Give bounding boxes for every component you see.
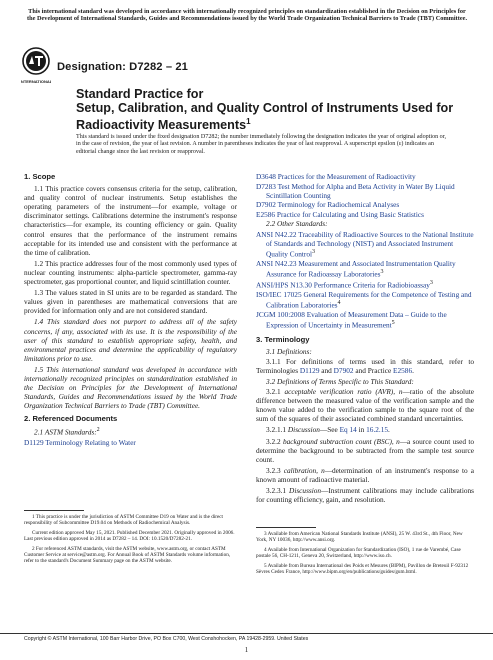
ref-item[interactable]: [256, 200, 474, 209]
term-3-2-3: 3.2.3 calibration, n—determination of an instrument's response to a known amount of radioactive material.: [256, 465, 475, 484]
other-standards-label: 2.2 Other Standards:: [266, 219, 328, 229]
footnote-3: 3 Available from American National Standards Institute (ANSI), 25 W. 43rd St., 4th Floor, New York, NY 10036, http://www.ansi.org.: [256, 531, 463, 544]
section-scope-heading: 1. Scope: [24, 172, 56, 181]
ref-item[interactable]: [256, 290, 474, 310]
scope-1-1: 1.1 This practice covers consensus criteria for the setup, calibration, and quality control of nuclear instruments. Setup establishes the operating parameters of the instrument—for example, voltage or discriminator settings. Calibrations determine the instrument's response characteristics—for example, its counting efficiency or gain. Quality control ensures that the performance of the instrument remains acceptable for its intended use and consistent with the performance at the time of calibration.: [24, 184, 237, 257]
link-eq-14[interactable]: Eq 14: [339, 425, 357, 435]
scope-1-2: 1.2 This practice addresses four of the most commonly used types of nuclear counting instruments: alpha-particle spectrometer, gamma-ray spectrometer, gas proportional counter, and liquid scintillation counter.: [24, 258, 237, 287]
term-3-2: 3.2 Definitions of Terms Specific to This Standard:: [266, 376, 414, 386]
ref-title[interactable]: Practice for Calculating and Using Basic Statistics: [276, 209, 425, 219]
right-column: [256, 172, 474, 506]
ref-code[interactable]: ISO/IEC 17025: [256, 289, 302, 299]
footnote-1b: Current edition approved May 15, 2021. Published December 2021. Originally approved in 2006. Last previous edition approved in 2014 as D7282 – 14. DOI: 10.1520/D7282-21.: [24, 529, 235, 543]
section-terminology-heading: 3. Terminology: [256, 334, 310, 344]
ref-title[interactable]: Practices for the Measurement of Radioactivity: [277, 172, 416, 181]
scope-1-5: 1.5 This international standard was developed in accordance with internationally recognized principles on standardization established in the Decision on Principles for the Development of International Standards, Guides and Recommendations issued by the World Trade Organization Technical Barriers to Trade (TBT) Committee.: [24, 364, 237, 411]
title-line-2: Setup, Calibration, and Quality Control of Instruments Used for Radioactivity Measurements$^1$: [76, 101, 454, 133]
ref-title[interactable]: Measurement and Associated Instrumentation Quality Assurance for Radioassay Laboratories: [266, 258, 456, 279]
term-3-1: 3.1 Definitions:: [266, 346, 312, 356]
other-standards-list: [256, 230, 474, 330]
link-d1129[interactable]: D1129: [299, 365, 320, 375]
document-title: [76, 87, 466, 133]
ref-item[interactable]: [256, 259, 474, 279]
ref-footnote-marker: 3: [380, 268, 384, 275]
ref-footnote-marker: 3: [429, 279, 433, 286]
left-column: [24, 172, 237, 448]
astm-standards-list: [256, 172, 474, 219]
ref-code[interactable]: E2586: [256, 209, 276, 219]
term-3-2-1-1: 3.2.1.1 Discussion—See Eq 14 in 16.2.15.: [266, 425, 390, 435]
ref-item[interactable]: [256, 182, 474, 200]
ref-item[interactable]: [256, 230, 474, 259]
ref-title[interactable]: Traceability of Radioactive Sources to the National Institute of Standards and Technology (NIST) and Associated Instrument Quality Control: [266, 229, 474, 259]
ref-code[interactable]: D7902: [256, 200, 276, 210]
footnote-1: 1 This practice is under the jurisdiction of ASTM Committee D19 on Water and is the direct responsibility of Subcommittee D19.04 on Methods of Radiochemical Analysis.: [24, 514, 224, 527]
astm-standards-label: 2.1 ASTM Standards:$^2$: [34, 427, 100, 437]
ref-title[interactable]: Evaluation of Measurement Data – Guide to the Expression of Uncertainty in Measurement: [266, 310, 447, 330]
footnotes-left: [24, 514, 237, 568]
ref-code[interactable]: D7283: [256, 181, 276, 191]
ref-code[interactable]: ANSI/HPS N13.30: [256, 280, 312, 290]
ref-code[interactable]: ANSI N42.22: [256, 229, 297, 239]
astm-logo-icon: [21, 46, 51, 86]
ref-code[interactable]: JCGM 100:2008: [256, 310, 305, 319]
title-line-1: Standard Practice for: [76, 87, 204, 101]
ref-title[interactable]: Test Method for Alpha and Beta Activity in Water By Liquid Scintillation Counting: [266, 181, 455, 200]
ref-code[interactable]: D3648: [256, 172, 276, 181]
ref-footnote-marker: 5: [391, 320, 395, 327]
link-d7902[interactable]: D7902: [333, 365, 354, 375]
ref-item[interactable]: [256, 279, 474, 290]
link-16-2-15[interactable]: 16.2.15: [366, 425, 389, 435]
term-3-2-3-1: 3.2.3.1 Discussion—Instrument calibrations may include calibrations for counting efficiency, gain, and resolution.: [256, 486, 474, 505]
ref-item[interactable]: [256, 172, 474, 181]
ref-item[interactable]: [256, 310, 474, 330]
ref-title[interactable]: Terminology for Radiochemical Analyses: [277, 200, 400, 210]
issued-note: This standard is issued under the fixed designation D7282; the number immediately following the designation indicates the year of original adoption or, in the case of revision, the year of last revision. A number in parentheses indicates the year of last reapproval. A superscript epsilon (ε) indicates an editorial change since the last revision or reapproval.: [76, 134, 447, 155]
scope-1-3: 1.3 The values stated in SI units are to be regarded as standard. The values given in parentheses are mathematical conversions that are provided for information only and are not considered standard.: [24, 288, 237, 316]
footnotes-right: [256, 531, 474, 578]
ref-d1129[interactable]: D1129 Terminology Relating to Water: [24, 437, 136, 447]
astm-logo: [21, 46, 51, 86]
footnote-divider-left: [24, 510, 84, 511]
designation: Designation: D7282 – 21: [57, 61, 189, 73]
term-3-2-1: 3.2.1 acceptable verification ratio (AVR), n—ratio of the absolute difference between the measured value of the verification sample and the known value added to the verification sample to the square root of the sum of the squares of their associated combined standard uncertainties.: [256, 387, 474, 424]
ref-title[interactable]: General Requirements for the Competence of Testing and Calibration Laboratories: [266, 289, 472, 310]
page-number: 1: [244, 646, 249, 654]
ref-title[interactable]: Performance Criteria for Radiobioassay: [313, 280, 430, 290]
link-e2586[interactable]: E2586: [393, 365, 413, 375]
ref-footnote-marker: 4: [337, 299, 341, 306]
ref-footnote-marker: 3: [312, 248, 316, 255]
tbt-notice: This international standard was developed in accordance with internationally recognized principles on standardization established in the Decision on Principles for the Development of International Standards, Guides and Recommendations issued by the World Trade Organization Technical Barriers to Trade (TBT) Committee.: [26, 8, 468, 23]
logo-text: INTERNATIONAL: [21, 79, 51, 84]
ref-item[interactable]: [256, 210, 474, 219]
footnote-5: 5 Available from Bureau International des Poids et Mesures (BIPM), Pavillon de Breteuil F-92312 Sèvres Cedex France, http://www.bipm.org/en/publications/guides/gum.html.: [256, 562, 469, 576]
footnote-2: 2 For referenced ASTM standards, visit the ASTM website, www.astm.org, or contact ASTM Customer Service at service@astm.org. For Annual Book of ASTM Standards volume information, refer to the standard's Document Summary page on the ASTM website.: [24, 545, 231, 565]
scope-1-4: 1.4 This standard does not purport to address all of the safety concerns, if any, associated with its use. It is the responsibility of the user of this standard to establish appropriate safety, health, and environmental practices and determine the applicability of regulatory limitations prior to use.: [24, 317, 237, 363]
footnote-divider-right: [256, 527, 316, 528]
copyright-divider: [0, 633, 493, 634]
term-3-2-2: 3.2.2 background subtraction count (BSC), n—a source count used to determine the background to be subtracted from the sample test source count.: [256, 436, 474, 464]
copyright: Copyright © ASTM International, 100 Barr Harbor Drive, PO Box C700, West Conshohocken, PA 19428-2959. United States: [24, 636, 309, 642]
ref-code[interactable]: ANSI N42.23: [256, 258, 297, 268]
section-referenced-documents-heading: 2. Referenced Documents: [24, 414, 118, 424]
term-3-1-1: 3.1.1 For definitions of terms used in this standard, refer to Terminologies D1129 and D7902 and Practice E2586.: [256, 356, 474, 375]
footnote-4: 4 Available from International Organization for Standardization (ISO), 1 rue de Varembé, Case postale 56, CH-1211, Geneva 20, Switzerland, http://www.iso.ch.: [256, 546, 461, 560]
